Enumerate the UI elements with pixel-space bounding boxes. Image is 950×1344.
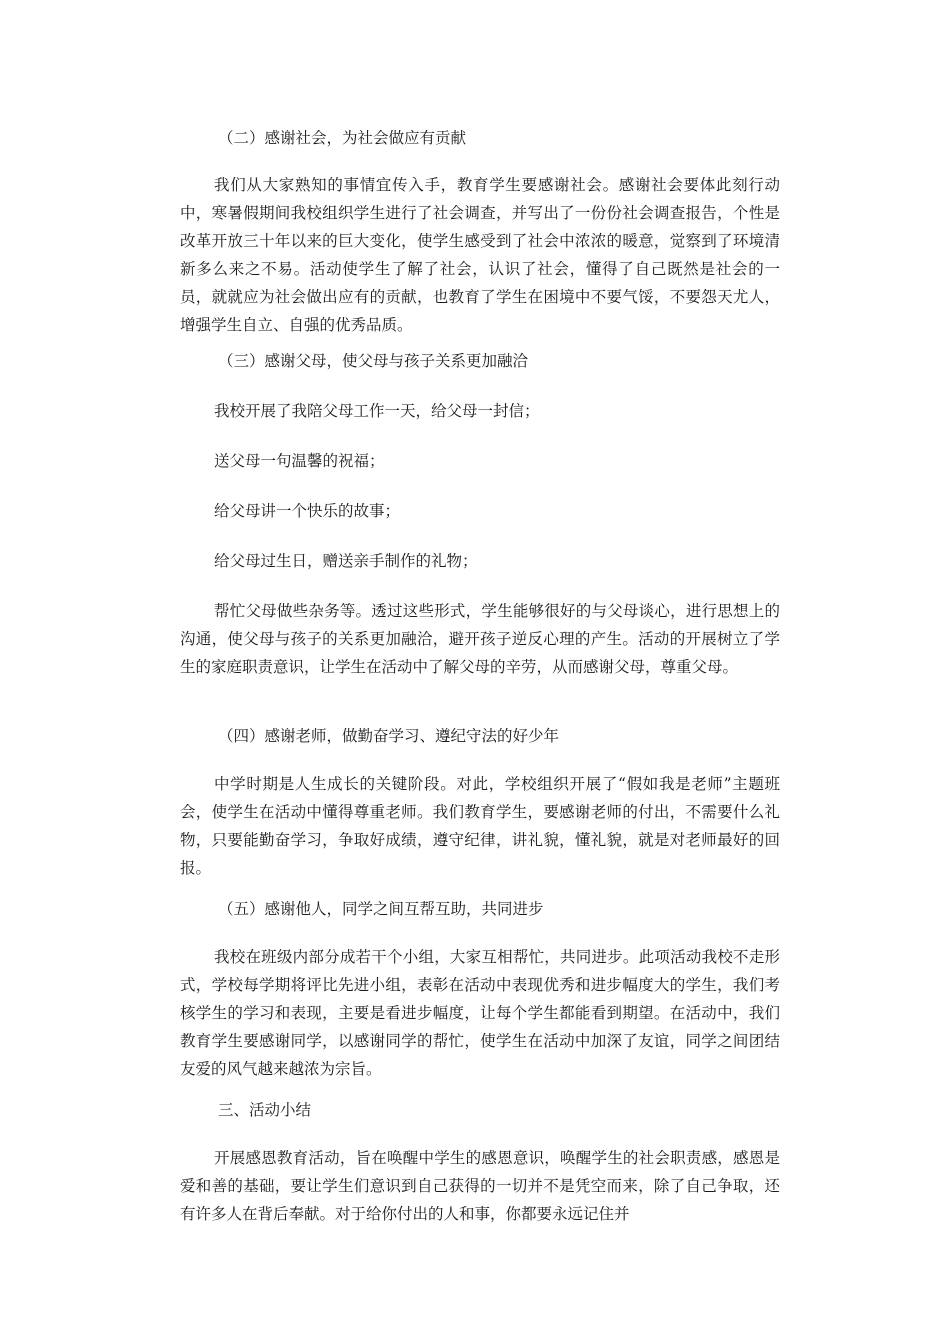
section-heading-teachers: （四）感谢老师，做勤奋学习、遵纪守法的好少年 — [218, 727, 560, 745]
parent-activity-item: 给父母过生日，赠送亲手制作的礼物； — [214, 552, 478, 570]
paragraph-society: 我们从大家熟知的事情宜传入手，教育学生要感谢社会。感谢社会要体此刻行动中，寒暑假期间我校组织学生进行了社会调查，并写出了一份份社会调查报告，个性是改革开放三十年以来的巨大变化，使学生感受到了社会中浓浓的暖意，觉察到了环境清新多么来之不易。活动使学生了解了社会，认识了社会，懂得了自己既然是社会的一员，就就应为社会做出应有的贡献，也教育了学生在困境中不要气馁，不要怨天尤人，增强学生自立、自强的优秀品质。 — [180, 176, 780, 334]
paragraph-classmates: 我校在班级内部分成若干个小组，大家互相帮忙，共同进步。此项活动我校不走形式，学校每学期将评比先进小组，表彰在活动中表现优秀和进步幅度大的学生，我们考核学生的学习和表现，主要是看进步幅度，让每个学生都能看到期望。在活动中，我们教育学生要感谢同学，以感谢同学的帮忙，使学生在活动中加深了友谊，同学之间团结友爱的风气越来越浓为宗旨。 — [180, 948, 780, 1078]
section-heading-society: （二）感谢社会，为社会做应有贡献 — [218, 129, 467, 147]
paragraph-teachers: 中学时期是人生成长的关键阶段。对此，学校组织开展了“假如我是老师”主题班会，使学生在活动中懂得尊重老师。我们教育学生，要感谢老师的付出，不需要什么礼物，只要能勤奋学习，争取好成绩，遵守纪律，讲礼貌，懂礼貌，就是对老师最好的回报。 — [180, 775, 780, 877]
section-heading-classmates: （五）感谢他人，同学之间互帮互助，共同进步 — [218, 900, 544, 918]
section-heading-summary: 三、活动小结 — [218, 1101, 312, 1119]
parent-activity-item: 给父母讲一个快乐的故事； — [214, 502, 401, 520]
parent-activity-item: 送父母一句温馨的祝福； — [214, 452, 385, 470]
paragraph-parents: 帮忙父母做些杂务等。透过这些形式，学生能够很好的与父母谈心，进行思想上的沟通，使父母与孩子的关系更加融洽，避开孩子逆反心理的产生。活动的开展树立了学生的家庭职责意识，让学生在活动中了解父母的辛劳，从而感谢父母，尊重父母。 — [180, 602, 780, 676]
parent-activity-item: 我校开展了我陪父母工作一天，给父母一封信； — [214, 402, 540, 420]
section-heading-parents: （三）感谢父母，使父母与孩子关系更加融洽 — [218, 352, 529, 370]
paragraph-summary: 开展感恩教育活动，旨在唤醒中学生的感恩意识，唤醒学生的社会职责感，感恩是爱和善的基础，要让学生们意识到自己获得的一切并不是凭空而来，除了自己争取，还有许多人在背后奉献。对于给你付出的人和事，你都要永远记住并 — [180, 1149, 780, 1223]
